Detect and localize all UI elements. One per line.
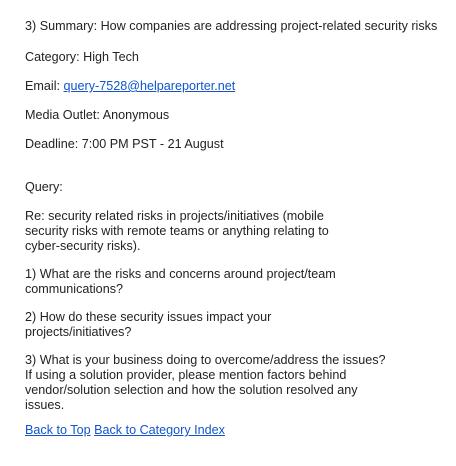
question-3-line-3: vendor/solution selection and how the solution resolved any	[25, 383, 358, 397]
query-re-line-3: cyber-security risks).	[25, 239, 141, 253]
question-3-line-2: If using a solution provider, please mention factors behind	[25, 368, 347, 382]
question-2-line-1: 2) How do these security issues impact your	[25, 310, 272, 324]
question-3-line-4: issues.	[25, 398, 65, 412]
question-1-line-1: 1) What are the risks and concerns around project/team	[25, 267, 336, 281]
query-re-line-2: security risks with remote teams or anything relating to	[25, 224, 329, 238]
back-to-category-index-link[interactable]: Back to Category Index	[94, 423, 225, 437]
summary-line: 3) Summary: How companies are addressing project-related security risks	[25, 19, 438, 33]
question-2-line-2: projects/initiatives?	[25, 325, 132, 339]
query-re-line-1: Re: security related risks in projects/initiatives (mobile	[25, 209, 324, 223]
email-link[interactable]: query-7528@helpareporter.net	[63, 79, 236, 93]
back-to-top-link[interactable]: Back to Top	[25, 423, 91, 437]
email-line	[25, 79, 235, 94]
question-1-line-2: communications?	[25, 282, 123, 296]
email-label: Email:	[25, 79, 64, 93]
footer-links	[25, 423, 225, 438]
category-line: Category: High Tech	[25, 50, 139, 64]
query-label: Query:	[25, 180, 63, 194]
deadline-line: Deadline: 7:00 PM PST - 21 August	[25, 137, 224, 151]
question-3-line-1: 3) What is your business doing to overcome/address the issues?	[25, 353, 386, 367]
media-outlet-line: Media Outlet: Anonymous	[25, 108, 170, 122]
